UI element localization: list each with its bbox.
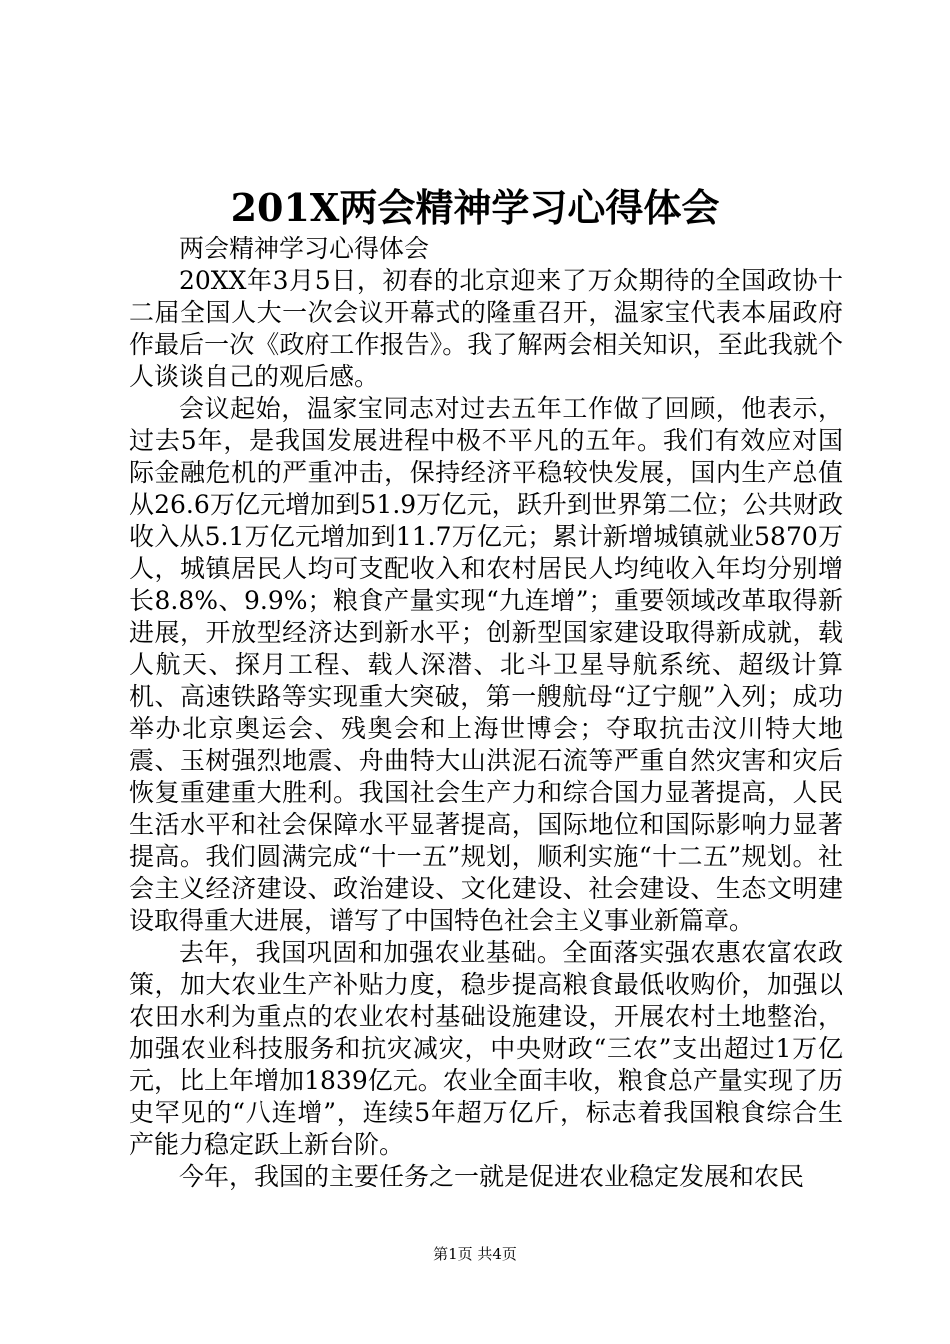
document-title: 201X两会精神学习心得体会 xyxy=(230,185,720,230)
document-body xyxy=(129,233,843,1193)
paragraph: 去年，我国巩固和加强农业基础。全面落实强农惠农富农政策，加大农业生产补贴力度，稳步提高粮食最低收购价，加强以农田水利为重点的农业农村基础设施建设，开展农村土地整治，加强农业科技服务和抗灾减灾，中央财政“三农”支出超过1万亿元，比上年增加1839亿元。农业全面丰收，粮食总产量实现了历史罕见的“八连增”，连续5年超万亿斤，标志着我国粮食综合生产能力稳定跃上新台阶。 xyxy=(129,938,843,1159)
paragraph: 会议起始，温家宝同志对过去五年工作做了回顾，他表示，过去5年，是我国发展进程中极不平凡的五年。我们有效应对国际金融危机的严重冲击，保持经济平稳较快发展，国内生产总值从26.6万亿元增加到51.9万亿元，跃升到世界第二位；公共财政收入从5.1万亿元增加到11.7万亿元；累计新增城镇就业5870万人，城镇居民人均可支配收入和农村居民人均纯收入年均分别增长8.8%、9.9%；粮食产量实现“九连增”；重要领域改革取得新进展，开放型经济达到新水平；创新型国家建设取得新成就，载人航天、探月工程、载人深潜、北斗卫星导航系统、超级计算机、高速铁路等实现重大突破，第一艘航母“辽宁舰”入列；成功举办北京奥运会、残奥会和上海世博会；夺取抗击汶川特大地震、玉树强烈地震、舟曲特大山洪泥石流等严重自然灾害和灾后恢复重建重大胜利。我国社会生产力和综合国力显著提高，人民生活水平和社会保障水平显著提高，国际地位和国际影响力显著提高。我们圆满完成“十一五”规划，顺利实施“十二五”规划。社会主义经济建设、政治建设、文化建设、社会建设、生态文明建设取得重大进展，谱写了中国特色社会主义事业新篇章。 xyxy=(129,394,843,935)
paragraph: 20XX年3月5日，初春的北京迎来了万众期待的全国政协十二届全国人大一次会议开幕式的隆重召开，温家宝代表本届政府作最后一次《政府工作报告》。我了解两会相关知识，至此我就个人谈谈自己的观后感。 xyxy=(129,266,843,391)
paragraph-subtitle: 两会精神学习心得体会 xyxy=(179,234,430,263)
paragraph: 今年，我国的主要任务之一就是促进农业稳定发展和农民 xyxy=(179,1162,805,1191)
page-number-footer: 第1页 共4页 xyxy=(433,1245,517,1263)
